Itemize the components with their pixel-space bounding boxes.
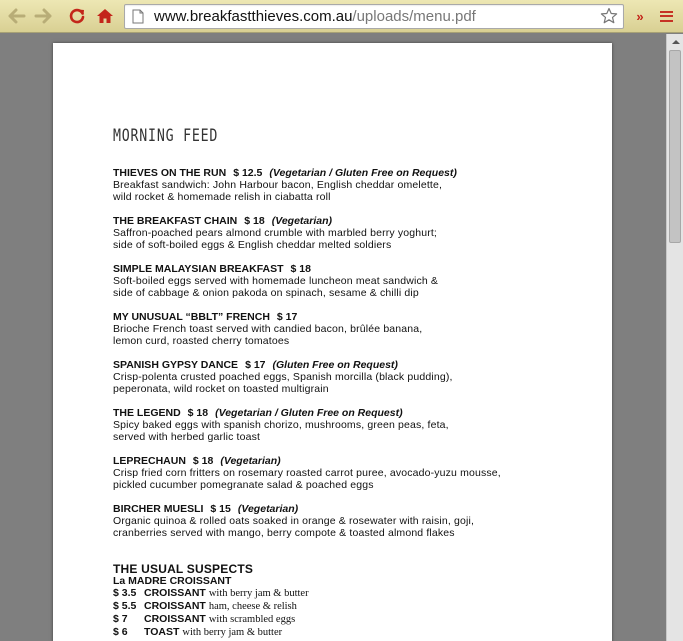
item-description-line: Soft-boiled eggs served with homemade luncheon meat sandwich & bbox=[113, 275, 439, 287]
menu-item bbox=[113, 167, 608, 203]
item-note: (Vegetarian) bbox=[271, 215, 332, 227]
item-note: (Vegetarian) bbox=[237, 503, 299, 515]
item-price: $ 18 bbox=[192, 455, 214, 467]
item-description-line: Crisp-polenta crusted poached eggs, Spanish morcilla (black pudding), bbox=[113, 371, 453, 383]
item-description-line: Saffron-poached pears almond crumble with marbled berry yoghurt; bbox=[113, 227, 437, 239]
pdf-page bbox=[53, 43, 612, 641]
usual-row bbox=[113, 626, 309, 639]
item-price: $ 17 bbox=[276, 311, 298, 323]
usual-row bbox=[113, 587, 309, 600]
menu-item bbox=[113, 359, 608, 395]
item-price: $ 12.5 bbox=[233, 167, 263, 179]
usual-name: TOAST bbox=[144, 626, 180, 638]
forward-arrow-icon bbox=[34, 8, 52, 24]
page-icon bbox=[132, 9, 144, 24]
item-description-line: side of cabbage & onion pakoda on spinach, sesame & chilli dip bbox=[113, 287, 419, 299]
menu-item-heading bbox=[113, 407, 608, 419]
menu-item-heading bbox=[113, 503, 608, 515]
usual-row bbox=[113, 613, 309, 626]
usual-name: CROISSANT bbox=[144, 613, 206, 625]
usual-suspects-list bbox=[113, 587, 309, 639]
item-name: THE BREAKFAST CHAIN bbox=[113, 215, 238, 227]
menu-item-heading bbox=[113, 167, 608, 179]
browser-toolbar bbox=[0, 0, 683, 33]
item-description-line: served with herbed garlic toast bbox=[113, 431, 261, 443]
usual-desc: with berry jam & butter bbox=[182, 627, 283, 638]
menu-items bbox=[113, 167, 608, 551]
forward-button[interactable] bbox=[32, 4, 54, 28]
address-bar[interactable] bbox=[124, 4, 624, 29]
vertical-scrollbar[interactable] bbox=[666, 34, 683, 641]
usual-desc: with berry jam & butter bbox=[208, 588, 309, 599]
usual-price: $ 5.5 bbox=[113, 600, 137, 612]
usual-name: CROISSANT bbox=[144, 600, 206, 612]
item-name: SPANISH GYPSY DANCE bbox=[113, 359, 239, 371]
menu-item-heading bbox=[113, 311, 608, 323]
item-price: $ 18 bbox=[244, 215, 265, 227]
hamburger-menu-icon bbox=[660, 11, 673, 22]
item-description-line: Brioche French toast served with candied bacon, brûlée banana, bbox=[113, 323, 423, 335]
reload-button[interactable] bbox=[66, 4, 88, 28]
scroll-up-button[interactable] bbox=[667, 34, 683, 50]
menu-item-heading bbox=[113, 215, 608, 227]
menu-item-heading bbox=[113, 359, 608, 371]
usual-price: $ 7 bbox=[113, 613, 128, 625]
item-name: LEPRECHAUN bbox=[113, 455, 186, 467]
item-name: MY UNUSUAL “BBLT” FRENCH bbox=[113, 311, 270, 323]
item-description-line: Spicy baked eggs with spanish chorizo, mushrooms, green peas, feta, bbox=[113, 419, 449, 431]
item-description-line: cranberries served with mango, berry compote & toasted almond flakes bbox=[113, 527, 455, 539]
usual-suspects-subtitle: La MADRE CROISSANT bbox=[113, 575, 232, 587]
usual-suspects-title: THE USUAL SUSPECTS bbox=[113, 562, 254, 576]
item-description-line: wild rocket & homemade relish in ciabatta roll bbox=[113, 191, 331, 203]
up-arrow-icon bbox=[672, 39, 680, 45]
item-price: $ 18 bbox=[290, 263, 311, 275]
star-icon[interactable] bbox=[600, 7, 618, 25]
item-description-line: Crisp fried corn fritters on rosemary roasted carrot puree, avocado-yuzu mousse, bbox=[113, 467, 501, 479]
item-description-line: Breakfast sandwich: John Harbour bacon, English cheddar omelette, bbox=[113, 179, 443, 191]
usual-desc: with scrambled eggs bbox=[208, 614, 296, 625]
menu-item bbox=[113, 215, 608, 251]
item-description-line: peperonata, wild rocket on toasted multigrain bbox=[113, 383, 329, 395]
menu-item bbox=[113, 407, 608, 443]
item-note: (Vegetarian / Gluten Free on Request) bbox=[269, 167, 457, 179]
usual-name: CROISSANT bbox=[144, 587, 206, 599]
menu-item bbox=[113, 503, 608, 539]
section-title: MORNING FEED bbox=[113, 126, 219, 146]
browser-menu-button[interactable] bbox=[656, 4, 676, 28]
item-note: (Vegetarian) bbox=[220, 455, 281, 467]
home-button[interactable] bbox=[94, 4, 116, 28]
usual-row bbox=[113, 600, 309, 613]
item-name: THIEVES ON THE RUN bbox=[113, 167, 227, 179]
item-name: SIMPLE MALAYSIAN BREAKFAST bbox=[113, 263, 284, 275]
item-name: BIRCHER MUESLI bbox=[113, 503, 204, 515]
item-description-line: side of soft-boiled eggs & English cheddar melted soldiers bbox=[113, 239, 392, 251]
menu-item bbox=[113, 311, 608, 347]
url-host: www.breakfastthieves.com.au bbox=[154, 8, 353, 25]
item-price: $ 15 bbox=[210, 503, 231, 515]
url-path: /uploads/menu.pdf bbox=[352, 8, 476, 25]
item-description-line: pickled cucumber pomegranate salad & poached eggs bbox=[113, 479, 374, 491]
item-name: THE LEGEND bbox=[113, 407, 181, 419]
item-note: (Vegetarian / Gluten Free on Request) bbox=[215, 407, 403, 419]
menu-item bbox=[113, 263, 608, 299]
back-arrow-icon bbox=[8, 8, 26, 24]
usual-price: $ 6 bbox=[113, 626, 128, 638]
usual-desc: ham, cheese & relish bbox=[208, 601, 297, 612]
item-price: $ 17 bbox=[245, 359, 266, 371]
item-description-line: lemon curd, roasted cherry tomatoes bbox=[113, 335, 290, 347]
item-price: $ 18 bbox=[187, 407, 209, 419]
item-description-line: Organic quinoa & rolled oats soaked in orange & rosewater with raisin, goji, bbox=[113, 515, 475, 527]
reload-icon bbox=[68, 7, 86, 25]
item-note: (Gluten Free on Request) bbox=[272, 359, 398, 371]
extensions-overflow-button[interactable]: » bbox=[636, 8, 644, 24]
url-text bbox=[154, 8, 476, 26]
back-button[interactable] bbox=[6, 4, 28, 28]
usual-price: $ 3.5 bbox=[113, 587, 137, 599]
menu-item bbox=[113, 455, 608, 491]
home-icon bbox=[96, 7, 114, 25]
menu-item-heading bbox=[113, 263, 608, 275]
menu-item-heading bbox=[113, 455, 608, 467]
scroll-thumb[interactable] bbox=[669, 50, 681, 243]
